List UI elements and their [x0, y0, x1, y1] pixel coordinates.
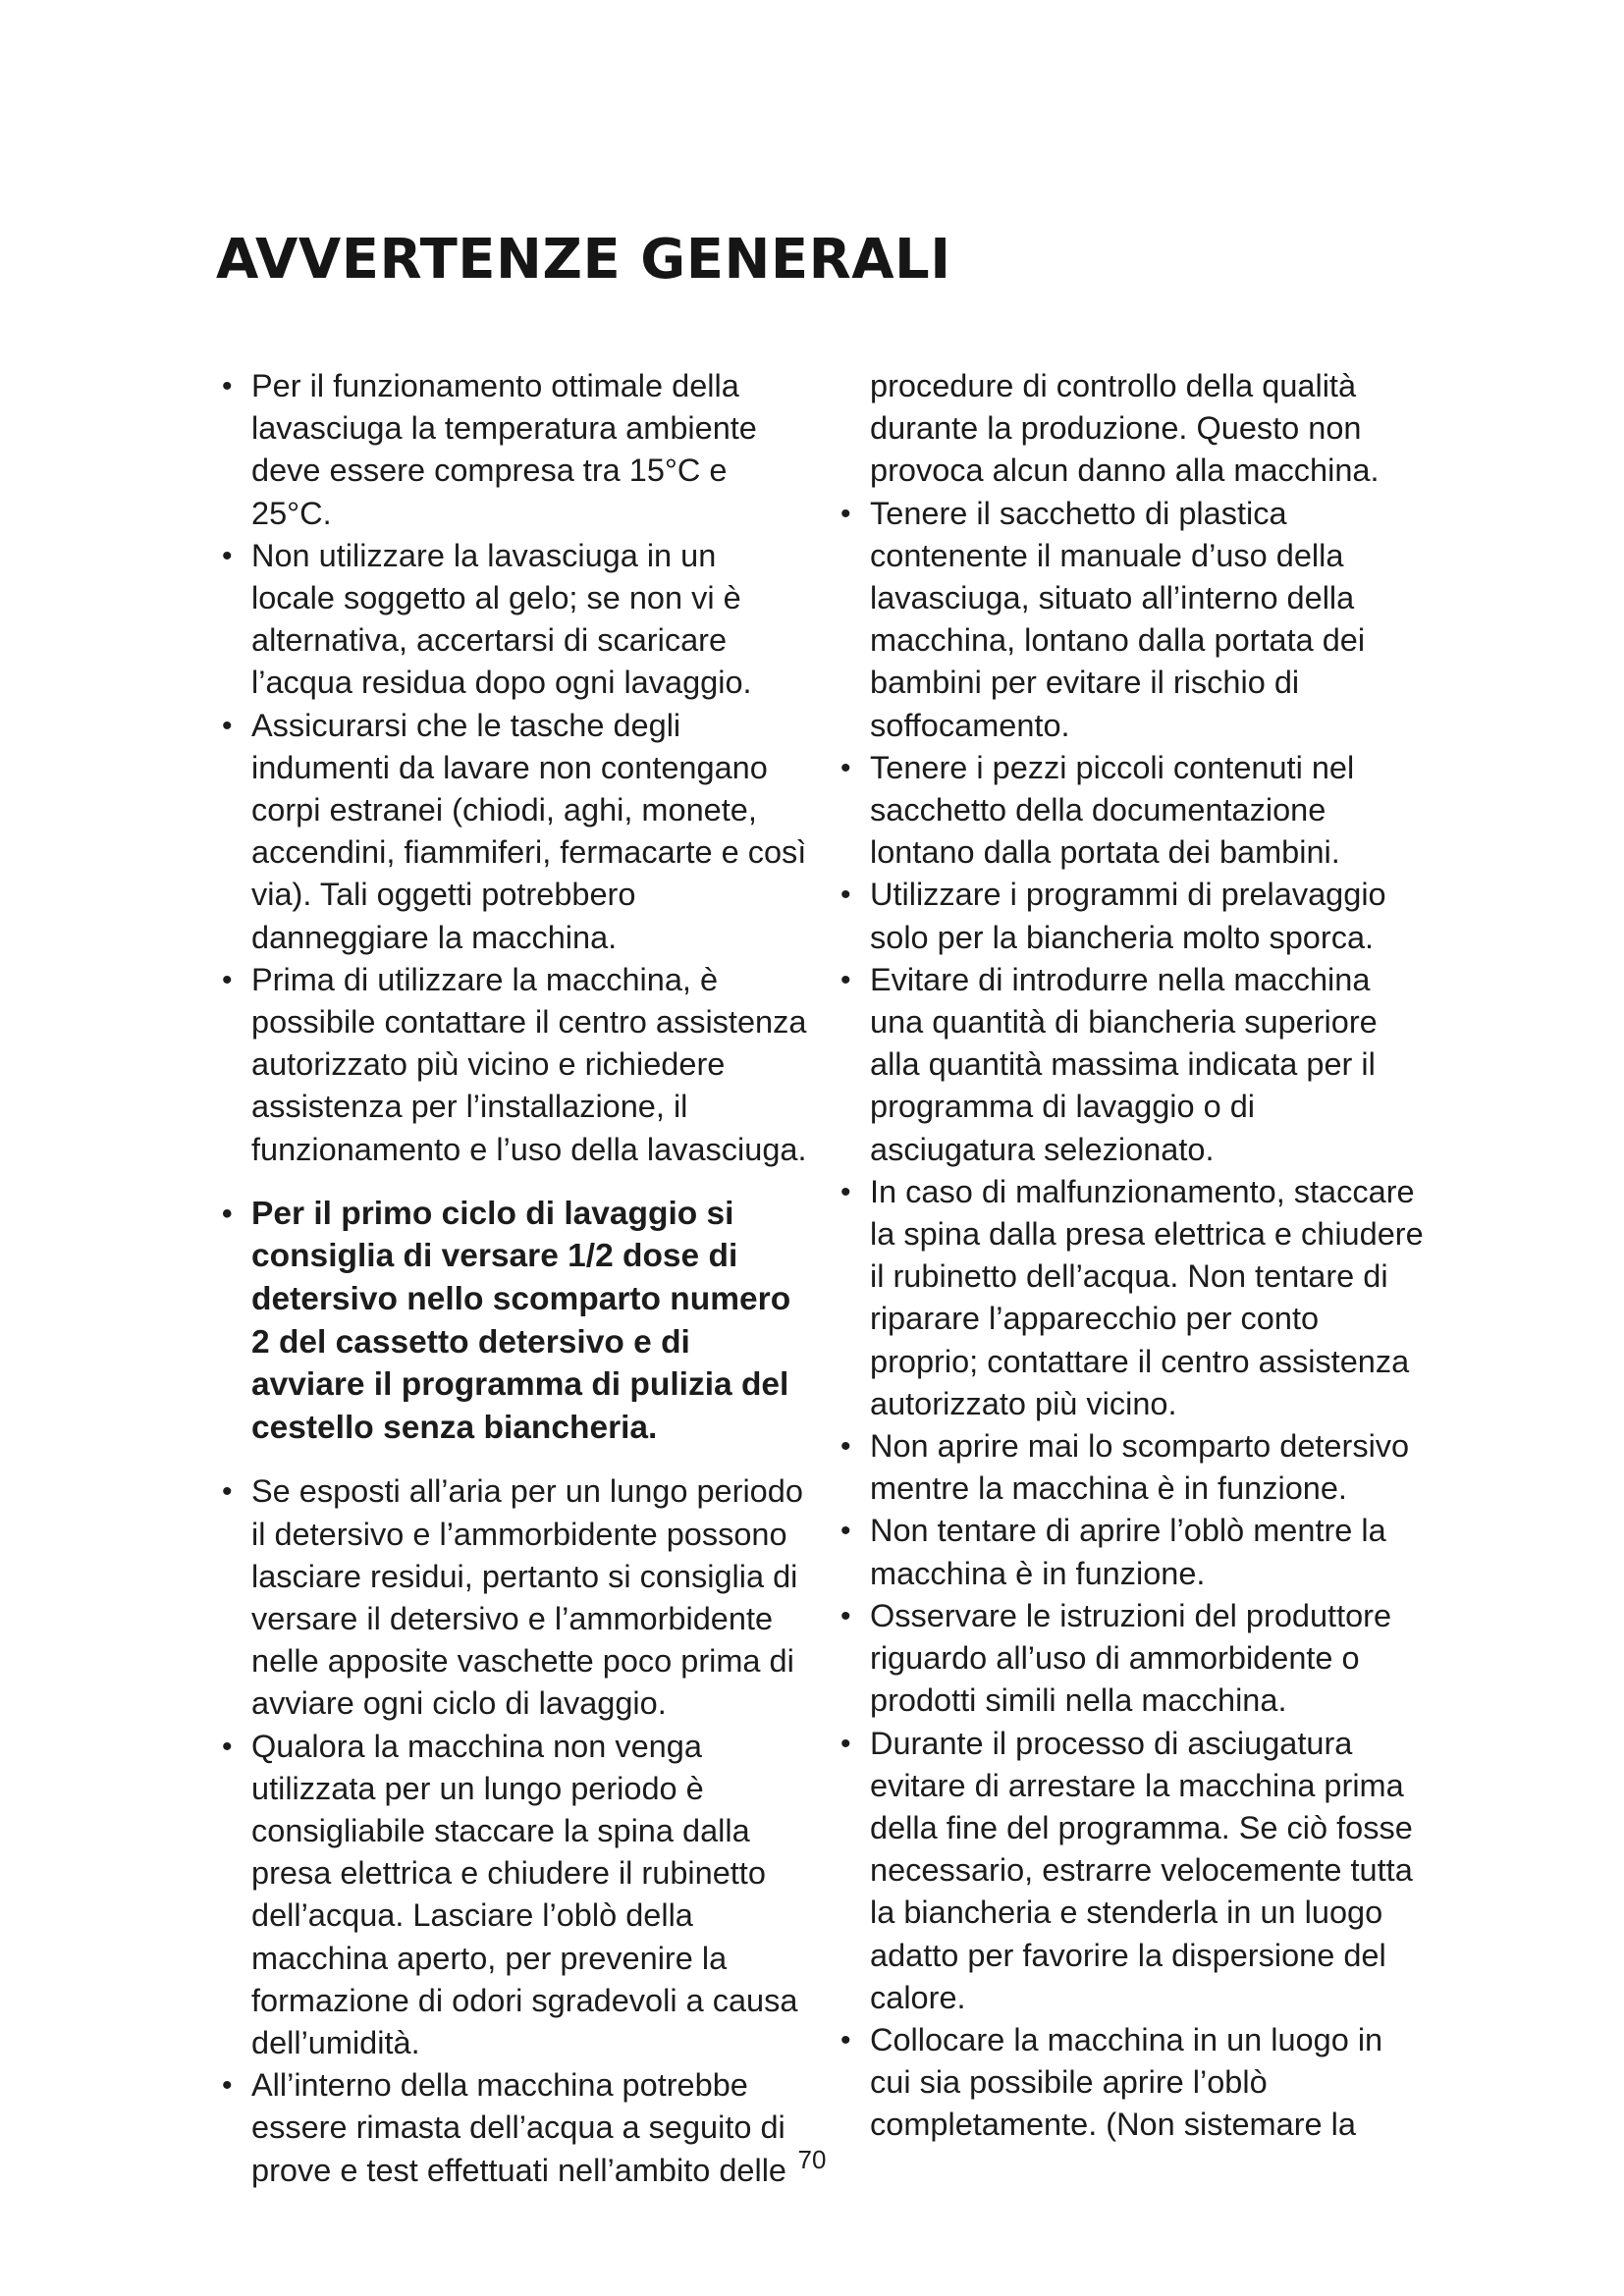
bullet-icon: •: [222, 1197, 233, 1230]
warning-text: Qualora la macchina non venga utilizzata per un lungo periodo è consigliabile staccare la spina dalla presa elettrica e chiudere il rubinetto dell’acqua. Lasciare l’oblò della macchina aperto, per prevenire la formazione di odori sgradevoli a causa dell’umidità.: [251, 1728, 798, 2061]
warning-text: All’interno della macchina potrebbe essere rimasta dell’acqua a seguito di prove e test effettuati nell’ambito delle: [251, 2067, 787, 2188]
bullet-icon: •: [840, 1175, 851, 1208]
left-column: [218, 365, 807, 2192]
bullet-icon: •: [840, 1599, 851, 1632]
warning-text: Non tentare di aprire l’oblò mentre la macchina è in funzione.: [870, 1513, 1386, 1591]
bullet-icon: •: [222, 2069, 233, 2103]
warning-text: Osservare le istruzioni del produttore riguardo all’uso di ammorbidente o prodotti simili nella macchina.: [870, 1597, 1392, 1719]
warning-text: Evitare di introdurre nella macchina una quantità di biancheria superiore alla quantità massima indicata per il programma di lavaggio o di asciugatura selezionato.: [870, 961, 1378, 1167]
warning-text: Prima di utilizzare la macchina, è possibile contattare il centro assistenza autorizzato più vicino e richiedere assistenza per l’installazione, il funzionamento e l’uso della lavasciuga.: [251, 961, 807, 1167]
warning-item-drying: [837, 1723, 1426, 2019]
warning-item-placement: [837, 2019, 1426, 2147]
bullet-icon: •: [840, 1515, 851, 1548]
warning-text: Durante il processo di asciugatura evitare di arrestare la macchina prima della fine del programma. Se ciò fosse necessario, estrarre velocemente tutta la biancheria e stenderla in un luogo adatto per favorire la dispersione del calore.: [870, 1725, 1413, 2015]
bullet-icon: •: [840, 751, 851, 784]
bullet-icon: •: [840, 1727, 851, 1760]
warning-text: Per il funzionamento ottimale della lavasciuga la temperatura ambiente deve essere compresa tra 15°C e 25°C.: [251, 368, 757, 531]
bullet-icon: •: [840, 879, 851, 912]
warning-item-small-parts: [837, 747, 1426, 875]
bullet-icon: •: [840, 497, 851, 530]
warning-item-plastic-bag: [837, 493, 1426, 747]
bullet-icon: •: [840, 963, 851, 996]
warning-item-detergent-residue: [218, 1470, 807, 1725]
warning-text-continuation: procedure di controllo della qualità durante la produzione. Questo non provoca alcun danno alla macchina.: [870, 368, 1380, 489]
warning-item-frost: [218, 535, 807, 705]
warning-text: Non utilizzare la lavasciuga in un locale soggetto al gelo; se non vi è alternativa, accertarsi di scaricare l’acqua residua dopo ogni lavaggio.: [251, 537, 752, 701]
warning-text: Utilizzare i programmi di prelavaggio solo per la biancheria molto sporca.: [870, 877, 1386, 955]
warning-item-assistance: [218, 959, 807, 1171]
bullet-icon: •: [222, 370, 233, 402]
bullet-icon: •: [222, 709, 233, 742]
bullet-icon: •: [222, 1475, 233, 1509]
warning-item-first-cycle: [218, 1193, 807, 1450]
warning-item-door: [837, 1510, 1426, 1594]
warning-text: Collocare la macchina in un luogo in cui sia possibile aprire l’oblò completamente. (Non sistemare la: [870, 2021, 1383, 2143]
bullet-icon: •: [222, 1730, 233, 1763]
warning-item-softener: [837, 1595, 1426, 1723]
warning-text: Se esposti all’aria per un lungo periodo il detersivo e l’ammorbidente possono lasciare residui, pertanto si consiglia di versare il detersivo e l’ammorbidente nelle apposite vaschette poco prima di avviare ogni ciclo di lavaggio.: [251, 1473, 803, 1722]
warning-text: In caso di malfunzionamento, staccare la spina dalla presa elettrica e chiudere il rubinetto dell’acqua. Non tentare di riparare l’apparecchio per conto proprio; contattare il centro assistenza autorizzato più vicino.: [870, 1173, 1424, 1421]
warning-item-prewash: [837, 874, 1426, 958]
warning-item-temperature: [218, 365, 807, 535]
warning-item-pockets: [218, 705, 807, 959]
bullet-icon: •: [840, 2023, 851, 2056]
bullet-icon: •: [222, 963, 233, 996]
warning-text: Assicurarsi che le tasche degli indumenti da lavare non contengano corpi estranei (chiodi, aghi, monete, accendini, fiammiferi, fermacarte e così via). Tali oggetti potrebbero danneggiare la macchina.: [251, 707, 807, 955]
right-column: [837, 365, 1426, 2147]
warning-item-detergent-drawer: [837, 1425, 1426, 1510]
warning-text: Tenere il sacchetto di plastica contenente il manuale d’uso della lavasciuga, situato all’interno della macchina, lontano dalla portata dei bambini per evitare il rischio di soffocamento.: [870, 495, 1366, 743]
bullet-icon: •: [222, 539, 233, 572]
warning-item-max-load: [837, 959, 1426, 1171]
page-number: 70: [797, 2145, 827, 2174]
warning-item-long-inactivity: [218, 1726, 807, 2065]
warning-text: Tenere i pezzi piccoli contenuti nel sacchetto della documentazione lontano dalla portata dei bambini.: [870, 749, 1355, 871]
warning-text: Per il primo ciclo di lavaggio si consiglia di versare 1/2 dose di detersivo nello scomparto numero 2 del cassetto detersivo e di avviare il programma di pulizia del cestello senza biancheria.: [251, 1195, 791, 1446]
bullet-icon: •: [840, 1430, 851, 1464]
page-title: AVVERTENZE GENERALI: [216, 228, 951, 292]
warning-text: Non aprire mai lo scomparto detersivo mentre la macchina è in funzione.: [870, 1428, 1410, 1507]
warning-item-malfunction: [837, 1171, 1426, 1425]
